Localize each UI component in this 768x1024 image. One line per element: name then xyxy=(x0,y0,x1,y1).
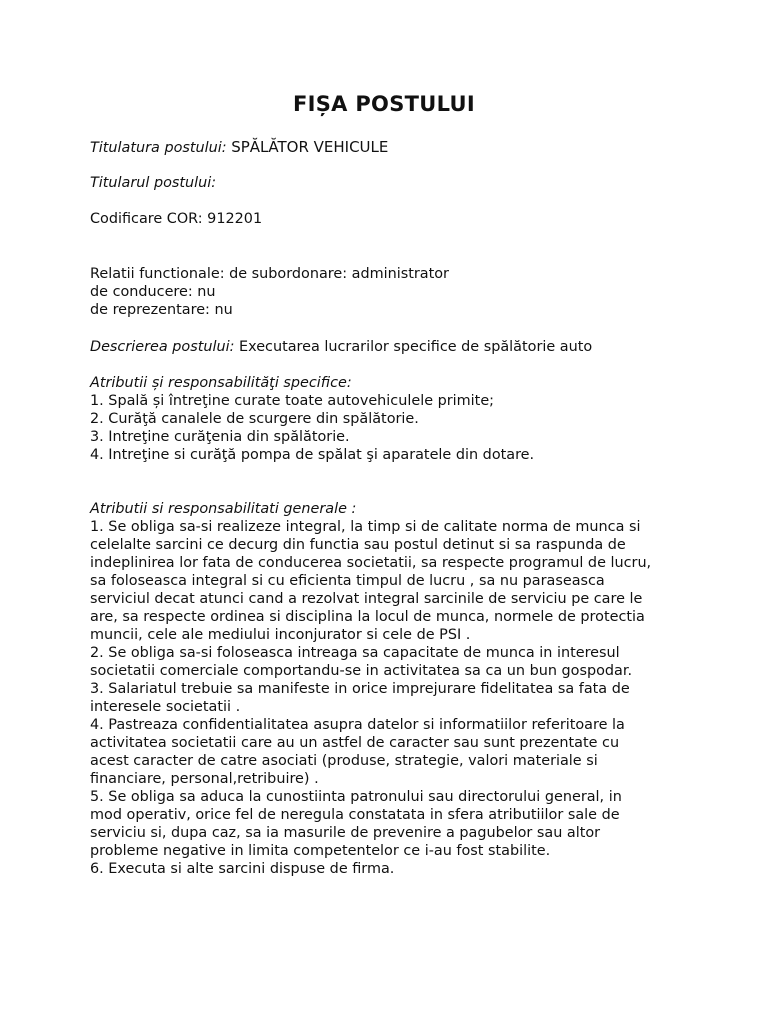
specific-item: 1. Spală și întreţine curate toate autovehiculele primite; xyxy=(90,393,495,409)
general-line: 1. Se obliga sa-si realizeze integral, la timp si de calitate norma de munca si xyxy=(90,519,641,535)
specific-heading: Atributii și responsabilităţi specifice: xyxy=(90,375,352,391)
general-line: are, sa respecte ordinea si disciplina la locul de munca, normele de protectia xyxy=(90,609,645,625)
general-line: interesele societatii . xyxy=(90,699,241,715)
cor-code: Codificare COR: 912201 xyxy=(90,211,263,227)
description-label: Descrierea postului: xyxy=(90,339,235,355)
general-line: serviciu si, dupa caz, sa ia masurile de prevenire a pagubelor sau altor xyxy=(90,825,601,841)
job-title-label: Titulatura postului: xyxy=(90,140,227,156)
holder-line xyxy=(90,174,216,192)
relations-block xyxy=(90,265,690,319)
description-line xyxy=(90,338,592,356)
specific-responsibilities xyxy=(90,374,690,464)
general-line: financiare, personal,retribuire) . xyxy=(90,771,319,787)
general-line: acest caracter de catre asociati (produse, strategie, valori materiale si xyxy=(90,753,598,769)
general-responsibilities xyxy=(90,500,690,878)
general-line: probleme negative in limita competentelor ce i-au fost stabilite. xyxy=(90,843,551,859)
general-line: serviciul decat atunci cand a rezolvat integral sarcinile de serviciu pe care le xyxy=(90,591,643,607)
general-line: 2. Se obliga sa-si foloseasca intreaga sa capacitate de munca in interesul xyxy=(90,645,620,661)
job-title-value: SPĂLĂTOR VEHICULE xyxy=(231,138,389,156)
general-line: sa foloseasca integral si cu eficienta timpul de lucru , sa nu paraseasca xyxy=(90,573,605,589)
description-value: Executarea lucrarilor specifice de spălătorie auto xyxy=(239,339,593,355)
document-title: FIȘA POSTULUI xyxy=(293,92,475,116)
job-title-line xyxy=(90,138,388,157)
general-line: 3. Salariatul trebuie sa manifeste in orice imprejurare fidelitatea sa fata de xyxy=(90,681,630,697)
relation-subordination: Relatii functionale: de subordonare: administrator xyxy=(90,266,449,282)
general-heading: Atributii si responsabilitati generale : xyxy=(90,501,357,517)
specific-item: 2. Curăţă canalele de scurgere din spălătorie. xyxy=(90,411,419,427)
general-line: societatii comerciale comportandu-se in activitatea sa ca un bun gospodar. xyxy=(90,663,633,679)
general-line: 4. Pastreaza confidentialitatea asupra datelor si informatiilor referitoare la xyxy=(90,717,625,733)
general-line: mod operativ, orice fel de neregula constatata in sfera atributiilor sale de xyxy=(90,807,620,823)
general-line: 5. Se obliga sa aduca la cunostiinta patronului sau directorului general, in xyxy=(90,789,622,805)
relation-management: de conducere: nu xyxy=(90,284,216,300)
general-line: activitatea societatii care au un astfel de caracter sau sunt prezentate cu xyxy=(90,735,620,751)
relation-representation: de reprezentare: nu xyxy=(90,302,233,318)
specific-item: 3. Intreţine curăţenia din spălătorie. xyxy=(90,429,350,445)
general-line: indeplinirea lor fata de conducerea societatii, sa respecte programul de lucru, xyxy=(90,555,652,571)
general-line: 6. Executa si alte sarcini dispuse de firma. xyxy=(90,861,395,877)
holder-label: Titularul postului: xyxy=(90,175,217,191)
general-line: muncii, cele ale mediului inconjurator si cele de PSI . xyxy=(90,627,471,643)
general-line: celelalte sarcini ce decurg din functia sau postul detinut si sa raspunda de xyxy=(90,537,626,553)
specific-item: 4. Intreţine si curăţă pompa de spălat şi aparatele din dotare. xyxy=(90,447,535,463)
